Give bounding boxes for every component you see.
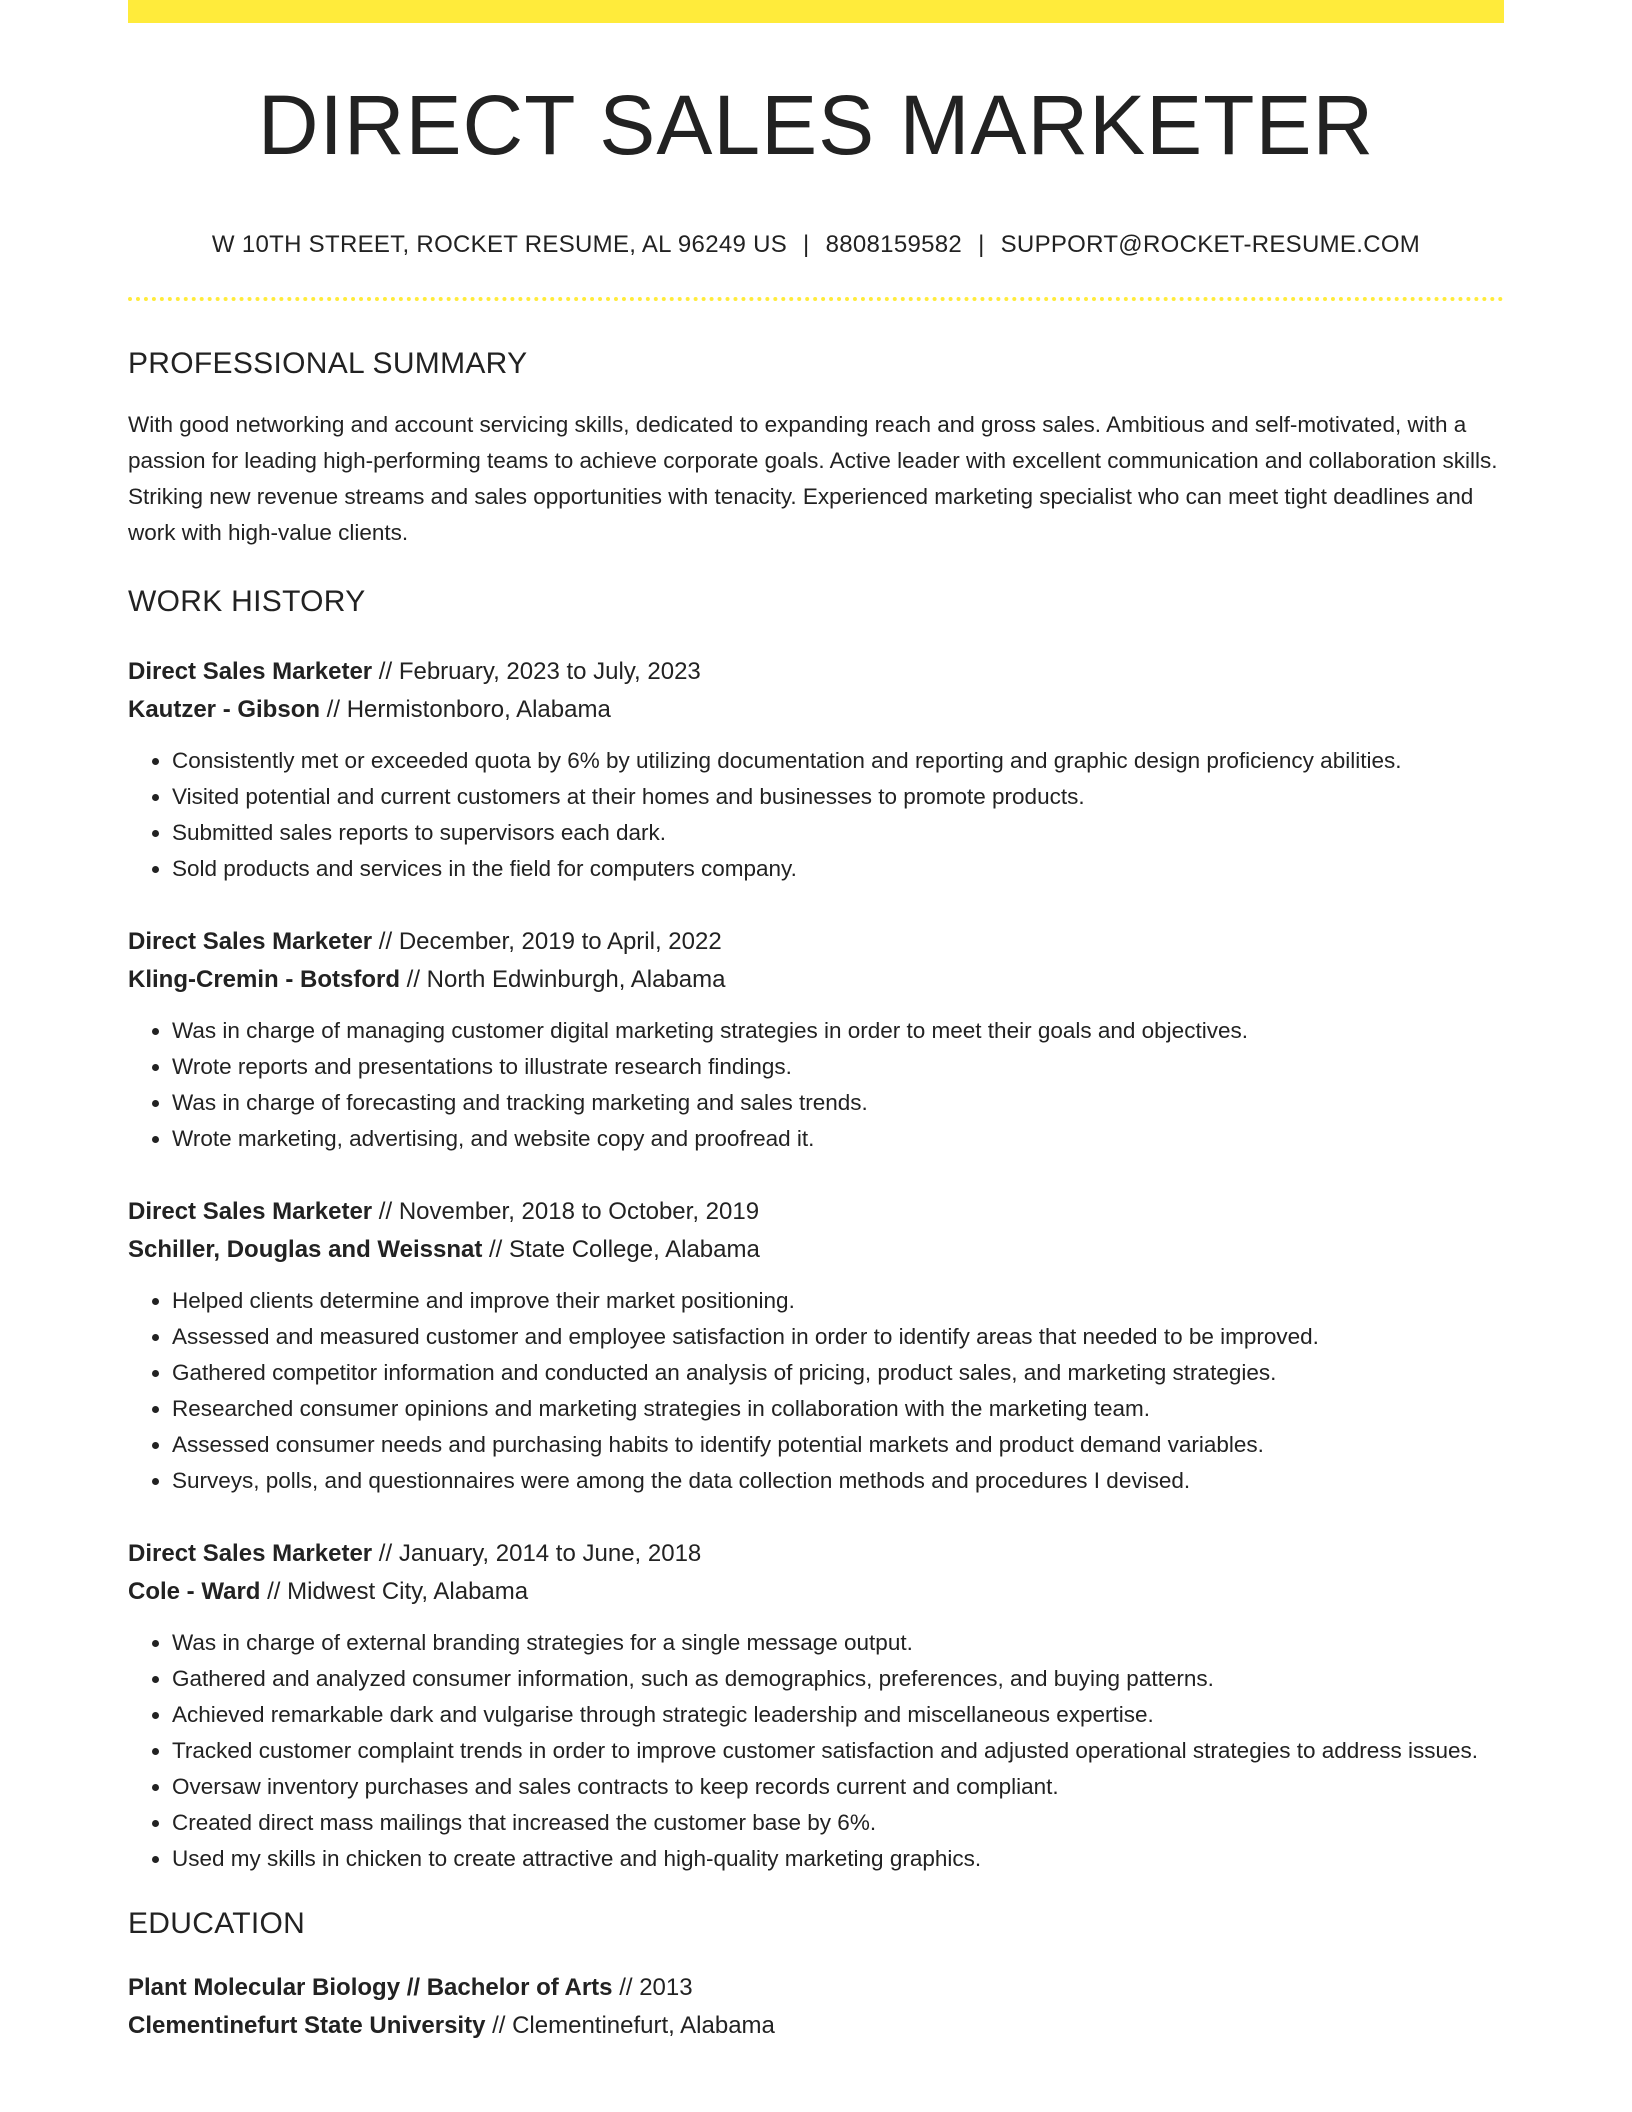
section-title-education: EDUCATION [128, 1907, 306, 1940]
job-role: Direct Sales Marketer [128, 658, 373, 685]
education-degree-line [128, 1969, 1504, 2007]
summary-text: With good networking and account servicing skills, dedicated to expanding reach and gross sales. Ambitious and self-motivated, with a passion for leading high-performing teams to achieve corporate goals. Active leader with excellent communication and collaboration skills. Striking new revenue streams and sales opportunities with tenacity. Experienced marketing specialist who can meet tight deadlines and work with high-value clients. [128, 412, 1498, 545]
job-bullet: • Gathered and analyzed consumer information, such as demographics, preferences, and buying patterns. [172, 1661, 1504, 1697]
section-title-summary: PROFESSIONAL SUMMARY [128, 347, 528, 380]
job-bullet: • Was in charge of external branding strategies for a single message output. [172, 1625, 1504, 1661]
contact-phone: 8808159582 [825, 231, 963, 258]
job-location: // State College, Alabama [482, 1236, 760, 1263]
contact-separator: | [803, 231, 810, 258]
education-location: // Clementinefurt, Alabama [485, 2012, 775, 2039]
job-entry [128, 1535, 1504, 1877]
job-role: Direct Sales Marketer [128, 928, 373, 955]
education-entry [128, 1969, 1504, 2045]
contact-line [128, 233, 1504, 257]
job-role-line [128, 1193, 1504, 1231]
job-bullet: • Created direct mass mailings that increased the customer base by 6%. [172, 1805, 1504, 1841]
job-company-line [128, 961, 1504, 999]
job-bullet: • Researched consumer opinions and marketing strategies in collaboration with the marketing team. [172, 1391, 1504, 1427]
resume-name: DIRECT SALES MARKETER [257, 78, 1375, 172]
job-bullet: • Tracked customer complaint trends in order to improve customer satisfaction and adjusted operational strategies to address issues. [172, 1733, 1504, 1769]
job-bullet: • Sold products and services in the field for computers company. [172, 851, 1504, 887]
resume-page [128, 0, 1504, 2045]
job-bullet: • Wrote reports and presentations to illustrate research findings. [172, 1049, 1504, 1085]
job-dates: // January, 2014 to June, 2018 [372, 1540, 702, 1567]
job-role-line [128, 923, 1504, 961]
job-role-line [128, 1535, 1504, 1573]
job-bullet: • Assessed and measured customer and employee satisfaction in order to identify areas that needed to be improved. [172, 1319, 1504, 1355]
job-bullet: • Submitted sales reports to supervisors each dark. [172, 815, 1504, 851]
job-bullet-list [128, 1625, 1504, 1877]
job-location: // Midwest City, Alabama [260, 1578, 529, 1605]
job-location: // North Edwinburgh, Alabama [399, 966, 726, 993]
job-bullet: • Wrote marketing, advertising, and website copy and proofread it. [172, 1121, 1504, 1157]
job-dates: // December, 2019 to April, 2022 [372, 928, 722, 955]
job-company-line [128, 1231, 1504, 1269]
job-bullet: • Gathered competitor information and conducted an analysis of pricing, product sales, and marketing strategies. [172, 1355, 1504, 1391]
job-dates: // November, 2018 to October, 2019 [372, 1198, 760, 1225]
job-company: Kautzer - Gibson [128, 696, 321, 723]
job-entry [128, 923, 1504, 1157]
job-bullet: • Consistently met or exceeded quota by 6% by utilizing documentation and reporting and graphic design proficiency abilities. [172, 743, 1504, 779]
education-year: // 2013 [612, 1974, 693, 2001]
job-bullet: • Helped clients determine and improve their market positioning. [172, 1283, 1504, 1319]
job-role-line [128, 653, 1504, 691]
education-school: Clementinefurt State University [128, 2012, 486, 2039]
job-role: Direct Sales Marketer [128, 1540, 373, 1567]
job-bullet-list [128, 1283, 1504, 1499]
education-degree: Plant Molecular Biology // Bachelor of Arts [128, 1974, 613, 2001]
job-company-line [128, 1573, 1504, 1611]
section-title-work-history: WORK HISTORY [128, 585, 366, 618]
job-company: Kling-Cremin - Botsford [128, 966, 400, 993]
job-bullet: • Surveys, polls, and questionnaires were among the data collection methods and procedures I devised. [172, 1463, 1504, 1499]
job-bullet: • Visited potential and current customers at their homes and businesses to promote products. [172, 779, 1504, 815]
dotted-divider [128, 297, 1504, 301]
job-company: Schiller, Douglas and Weissnat [128, 1236, 483, 1263]
top-accent-bar [128, 0, 1504, 23]
contact-separator: | [978, 231, 985, 258]
job-bullet: • Oversaw inventory purchases and sales contracts to keep records current and compliant. [172, 1769, 1504, 1805]
job-bullet: • Was in charge of forecasting and tracking marketing and sales trends. [172, 1085, 1504, 1121]
contact-email: SUPPORT@ROCKET-RESUME.COM [1000, 231, 1421, 258]
education-school-line [128, 2007, 1504, 2045]
job-company: Cole - Ward [128, 1578, 261, 1605]
job-bullet: • Was in charge of managing customer digital marketing strategies in order to meet their goals and objectives. [172, 1013, 1504, 1049]
contact-address: W 10TH STREET, ROCKET RESUME, AL 96249 US [211, 231, 788, 258]
job-role: Direct Sales Marketer [128, 1198, 373, 1225]
job-entry [128, 653, 1504, 887]
job-bullet: • Used my skills in chicken to create attractive and high-quality marketing graphics. [172, 1841, 1504, 1877]
job-dates: // February, 2023 to July, 2023 [372, 658, 701, 685]
job-company-line [128, 691, 1504, 729]
job-bullet-list [128, 1013, 1504, 1157]
job-entry [128, 1193, 1504, 1499]
job-location: // Hermistonboro, Alabama [320, 696, 611, 723]
job-bullet: • Achieved remarkable dark and vulgarise through strategic leadership and miscellaneous expertise. [172, 1697, 1504, 1733]
job-bullet-list [128, 743, 1504, 887]
job-bullet: • Assessed consumer needs and purchasing habits to identify potential markets and product demand variables. [172, 1427, 1504, 1463]
work-history-list [128, 653, 1504, 1877]
